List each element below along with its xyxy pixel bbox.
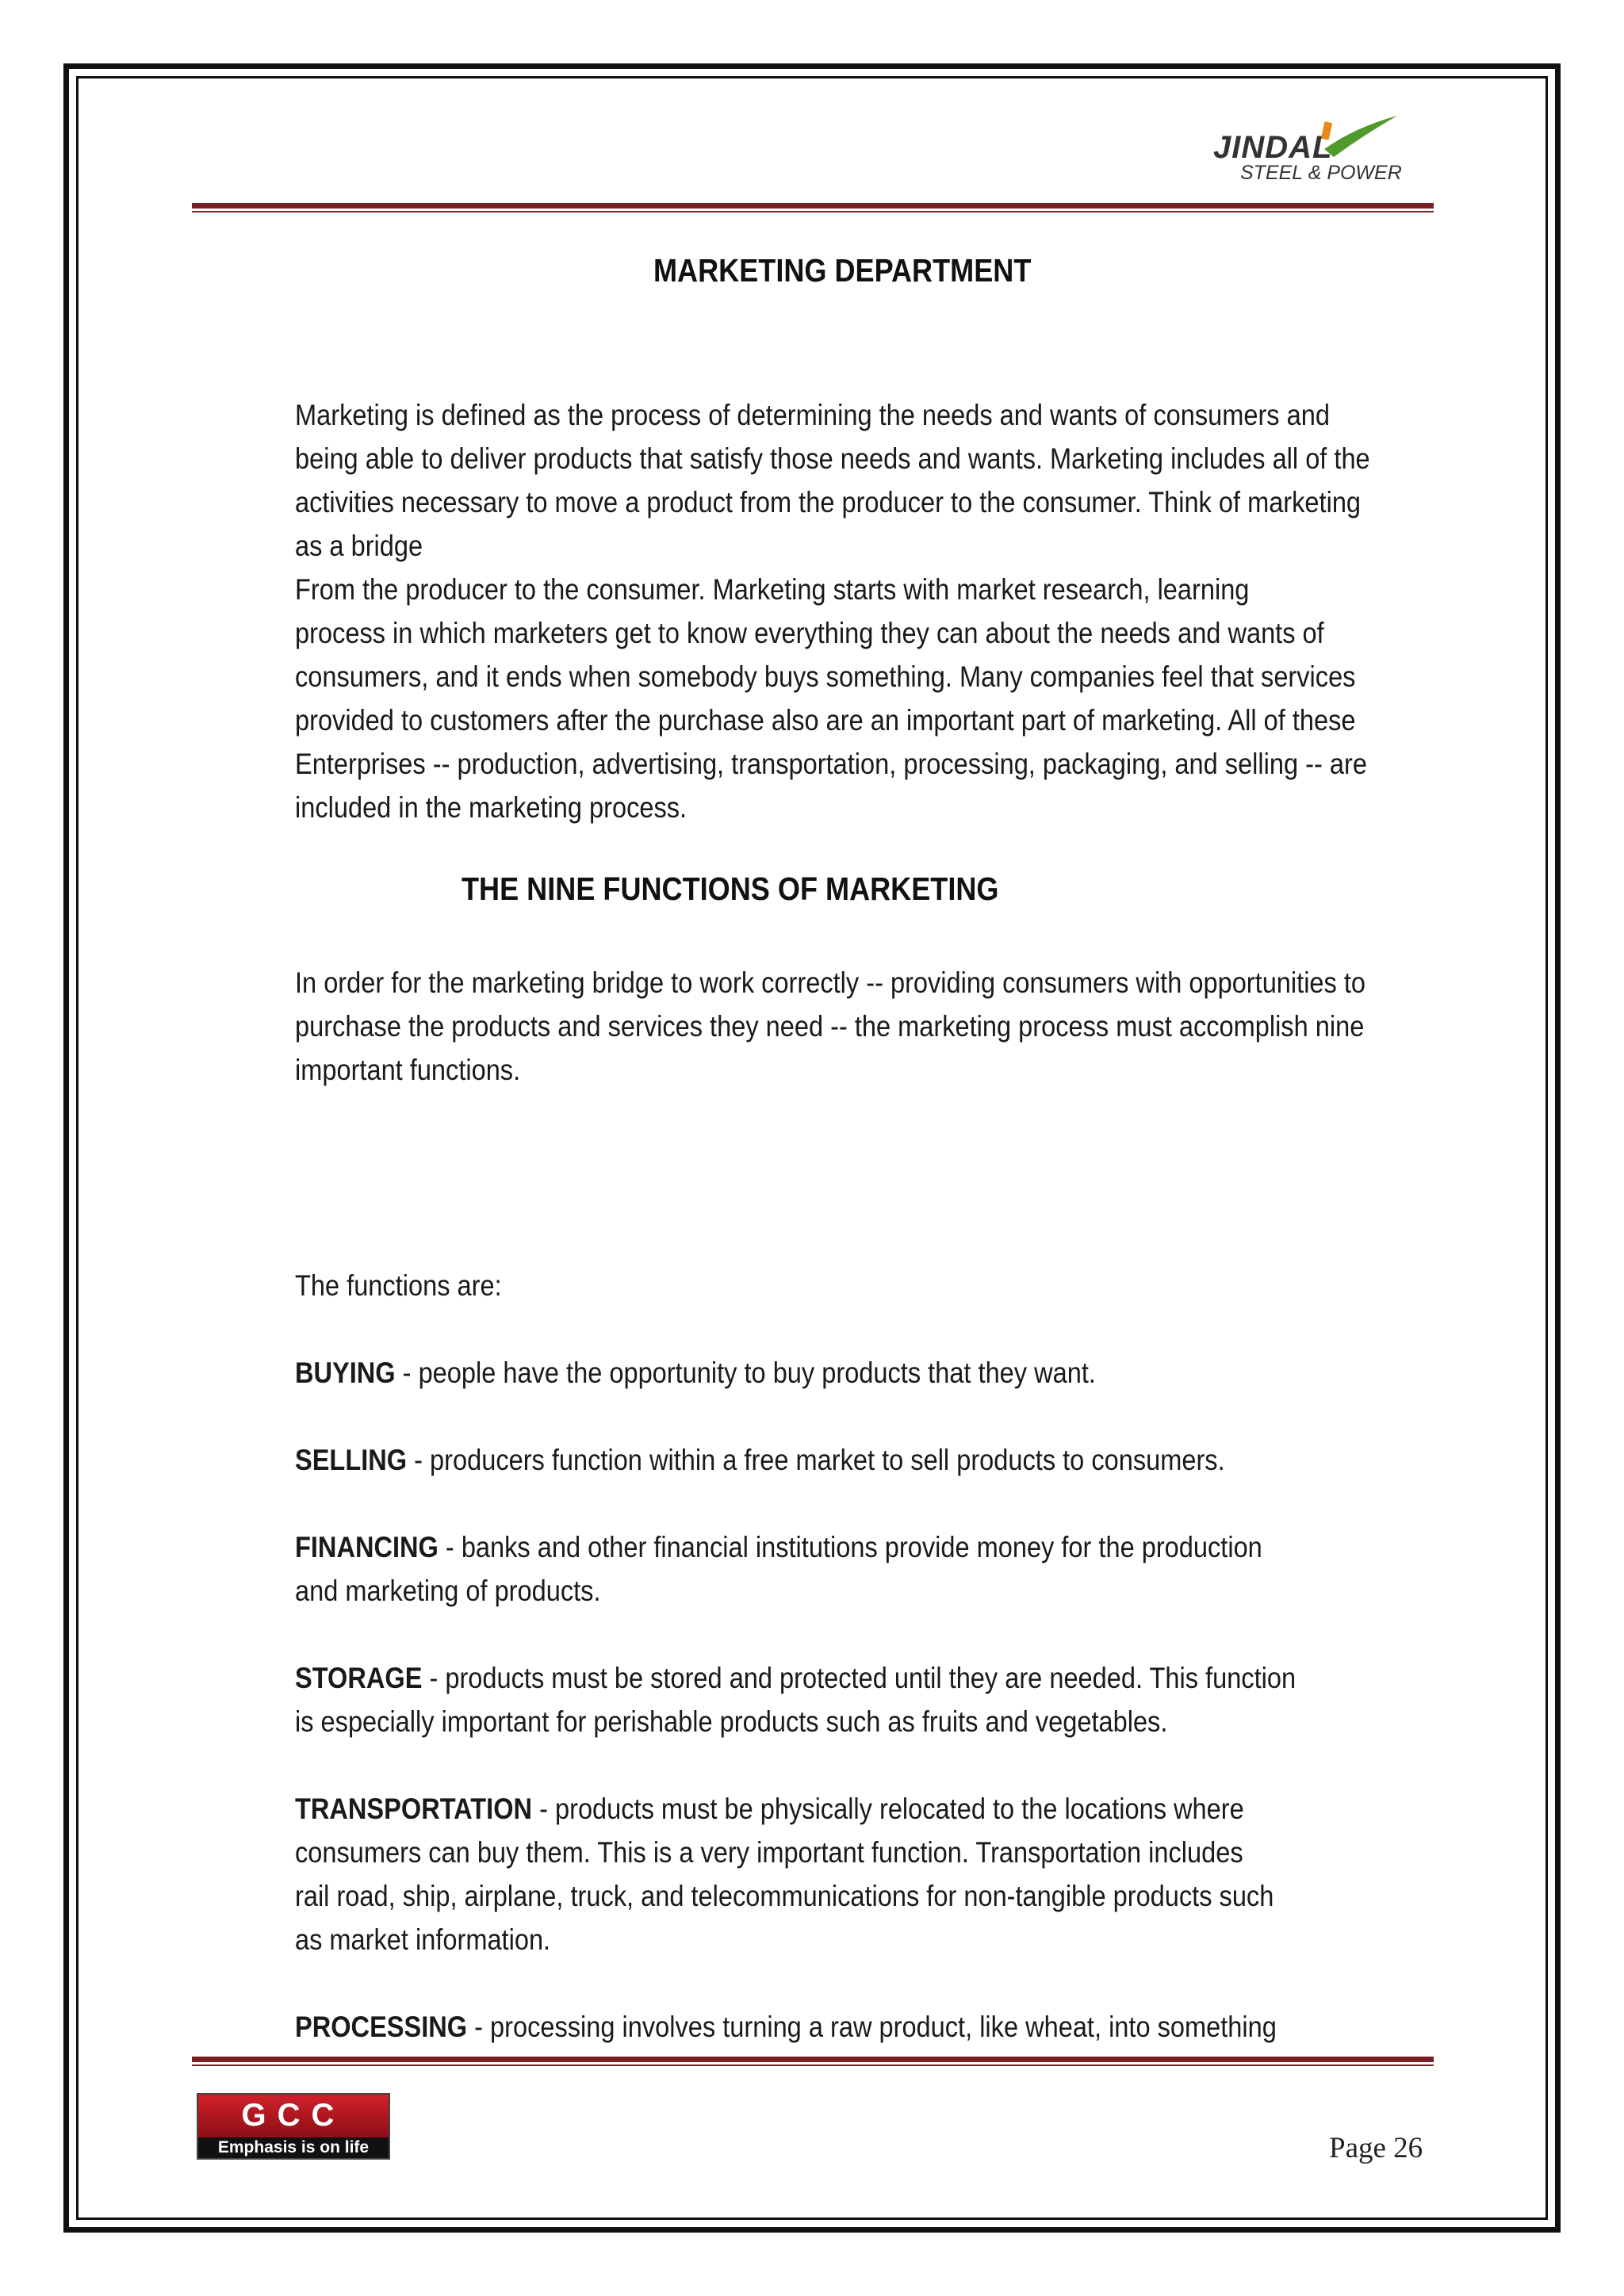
gcc-logo-tagline: Emphasis is on life: [217, 2138, 370, 2156]
text-line: consumers can buy them. This is a very important function. Transportation includes: [295, 1836, 1243, 1869]
text-line: provided to customers after the purchase also are an important part of marketing. All of these: [295, 704, 1356, 737]
jindal-logo: [1205, 111, 1404, 190]
function-item-transportation: [295, 1787, 1314, 1831]
function-desc: - products must be stored and protected until they are needed. This function: [422, 1662, 1297, 1694]
text-line: consumers, and it ends when somebody buys something. Many companies feel that services: [295, 660, 1356, 693]
function-term: BUYING: [295, 1357, 396, 1389]
gcc-logo-letters: GCC: [241, 2098, 346, 2133]
text-line: Enterprises -- production, advertising, transportation, processing, packaging, and selling -- are: [295, 748, 1367, 780]
text-line: activities necessary to move a product from the producer to the consumer. Think of marketing: [295, 486, 1362, 519]
text-line: is especially important for perishable products such as fruits and vegetables.: [295, 1705, 1168, 1738]
function-item-selling: [295, 1438, 1314, 1482]
function-desc: - processing involves turning a raw product, like wheat, into something: [467, 2011, 1277, 2043]
gcc-logo: [197, 2093, 390, 2160]
function-term: STORAGE: [295, 1662, 423, 1694]
function-term: FINANCING: [295, 1531, 439, 1563]
text-line: From the producer to the consumer. Marketing starts with market research, learning: [295, 573, 1250, 606]
footer-rule: [192, 2057, 1434, 2066]
text-line: as a bridge: [295, 530, 423, 562]
functions-intro: The functions are:: [295, 1269, 502, 1302]
page-number: Page 26: [1329, 2132, 1423, 2164]
function-term: SELLING: [295, 1444, 408, 1476]
logo-subtitle: STEEL & POWER: [1240, 162, 1402, 184]
function-item-financing: [295, 1525, 1314, 1569]
function-item-storage: [295, 1656, 1314, 1700]
text-line: purchase the products and services they need -- the marketing process must accomplish nine: [295, 1010, 1365, 1043]
nine-functions-paragraph: [295, 961, 1453, 1092]
function-desc: - products must be physically relocated to the locations where: [532, 1793, 1244, 1825]
function-term: PROCESSING: [295, 2011, 468, 2043]
function-item-buying: [295, 1351, 1314, 1395]
function-desc: - people have the opportunity to buy products that they want.: [395, 1357, 1096, 1389]
function-desc: - banks and other financial institutions provide money for the production: [438, 1531, 1262, 1563]
text-line: important functions.: [295, 1054, 521, 1086]
text-line: In order for the marketing bridge to work correctly -- providing consumers with opportunities to: [295, 966, 1366, 999]
function-term: TRANSPORTATION: [295, 1793, 533, 1825]
text-line: being able to deliver products that satisfy those needs and wants. Marketing includes all of the: [295, 442, 1370, 475]
text-line: as market information.: [295, 1923, 551, 1956]
header-rule: [192, 203, 1434, 212]
text-line: rail road, ship, airplane, truck, and telecommunications for non-tangible products such: [295, 1880, 1274, 1912]
text-line: process in which marketers get to know everything they can about the needs and wants of: [295, 617, 1324, 649]
function-desc: - producers function within a free market to sell products to consumers.: [407, 1444, 1225, 1476]
intro-paragraph: [295, 393, 1453, 829]
text-line: Marketing is defined as the process of determining the needs and wants of consumers and: [295, 399, 1330, 431]
text-line: and marketing of products.: [295, 1575, 601, 1607]
section-heading: THE NINE FUNCTIONS OF MARKETING: [462, 871, 999, 907]
page-title: MARKETING DEPARTMENT: [653, 252, 1032, 289]
text-line: included in the marketing process.: [295, 791, 688, 824]
functions-list: [295, 1264, 1453, 2049]
logo-wordmark: JINDAL: [1213, 130, 1333, 165]
function-item-processing: [295, 2005, 1314, 2049]
